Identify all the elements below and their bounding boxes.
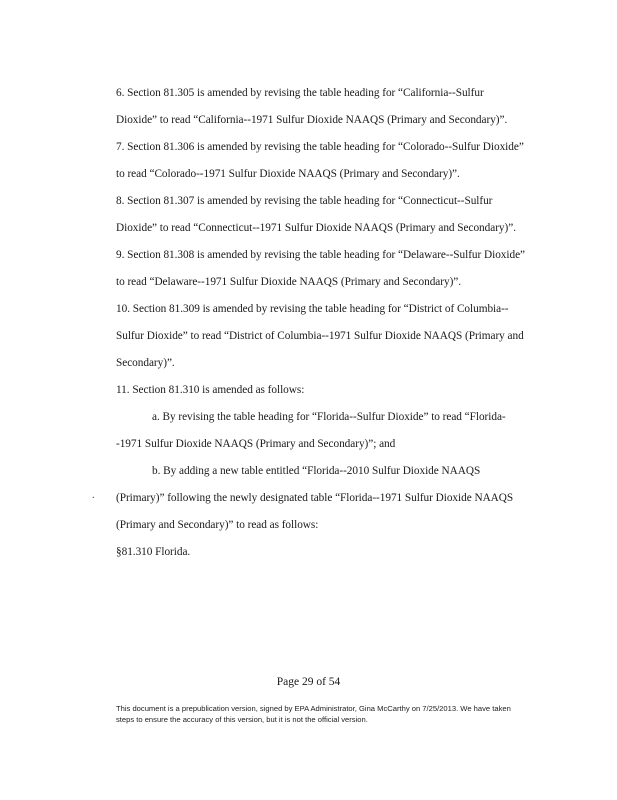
body-text <box>116 80 526 566</box>
paragraph-7: 7. Section 81.306 is amended by revising the table heading for “Colorado--Sulfur Dioxide” to read “Colorado--1971 Sulfur Dioxide NAAQS (Primary and Secondary)”. <box>116 141 524 180</box>
paragraph-11b: b. By adding a new table entitled “Florida--2010 Sulfur Dioxide NAAQS (Primary)” following the newly designated table “Florida--1971 Sulfur Dioxide NAAQS (Primary and Secondary)” to read as follows: <box>116 465 514 531</box>
paragraph-11a: a. By revising the table heading for “Florida--Sulfur Dioxide” to read “Florida--1971 Sulfur Dioxide NAAQS (Primary and Secondary)”; and <box>116 411 506 450</box>
paragraph-11: 11. Section 81.310 is amended as follows: <box>116 384 305 396</box>
section-heading: §81.310 Florida. <box>116 546 191 558</box>
scan-speck: . <box>92 490 95 501</box>
paragraph-10: 10. Section 81.309 is amended by revising the table heading for “District of Columbia--Sulfur Dioxide” to read “District of Columbia--1971 Sulfur Dioxide NAAQS (Primary and Secondary)”. <box>116 303 524 369</box>
page-number: Page 29 of 54 <box>276 676 341 688</box>
paragraph-8: 8. Section 81.307 is amended by revising the table heading for “Connecticut--Sulfur Dioxide” to read “Connecticut--1971 Sulfur Dioxide NAAQS (Primary and Secondary)”. <box>116 195 516 234</box>
paragraph-6: 6. Section 81.305 is amended by revising the table heading for “California--Sulfur Dioxide” to read “California--1971 Sulfur Dioxide NAAQS (Primary and Secondary)”. <box>116 87 508 126</box>
paragraph-9: 9. Section 81.308 is amended by revising the table heading for “Delaware--Sulfur Dioxide” to read “Delaware--1971 Sulfur Dioxide NAAQS (Primary and Secondary)”. <box>116 249 526 288</box>
disclaimer-footer: This document is a prepublication version, signed by EPA Administrator, Gina McCarthy on 7/25/2013. We have taken steps to ensure the accuracy of this version, but it is not the official version. <box>116 704 511 724</box>
